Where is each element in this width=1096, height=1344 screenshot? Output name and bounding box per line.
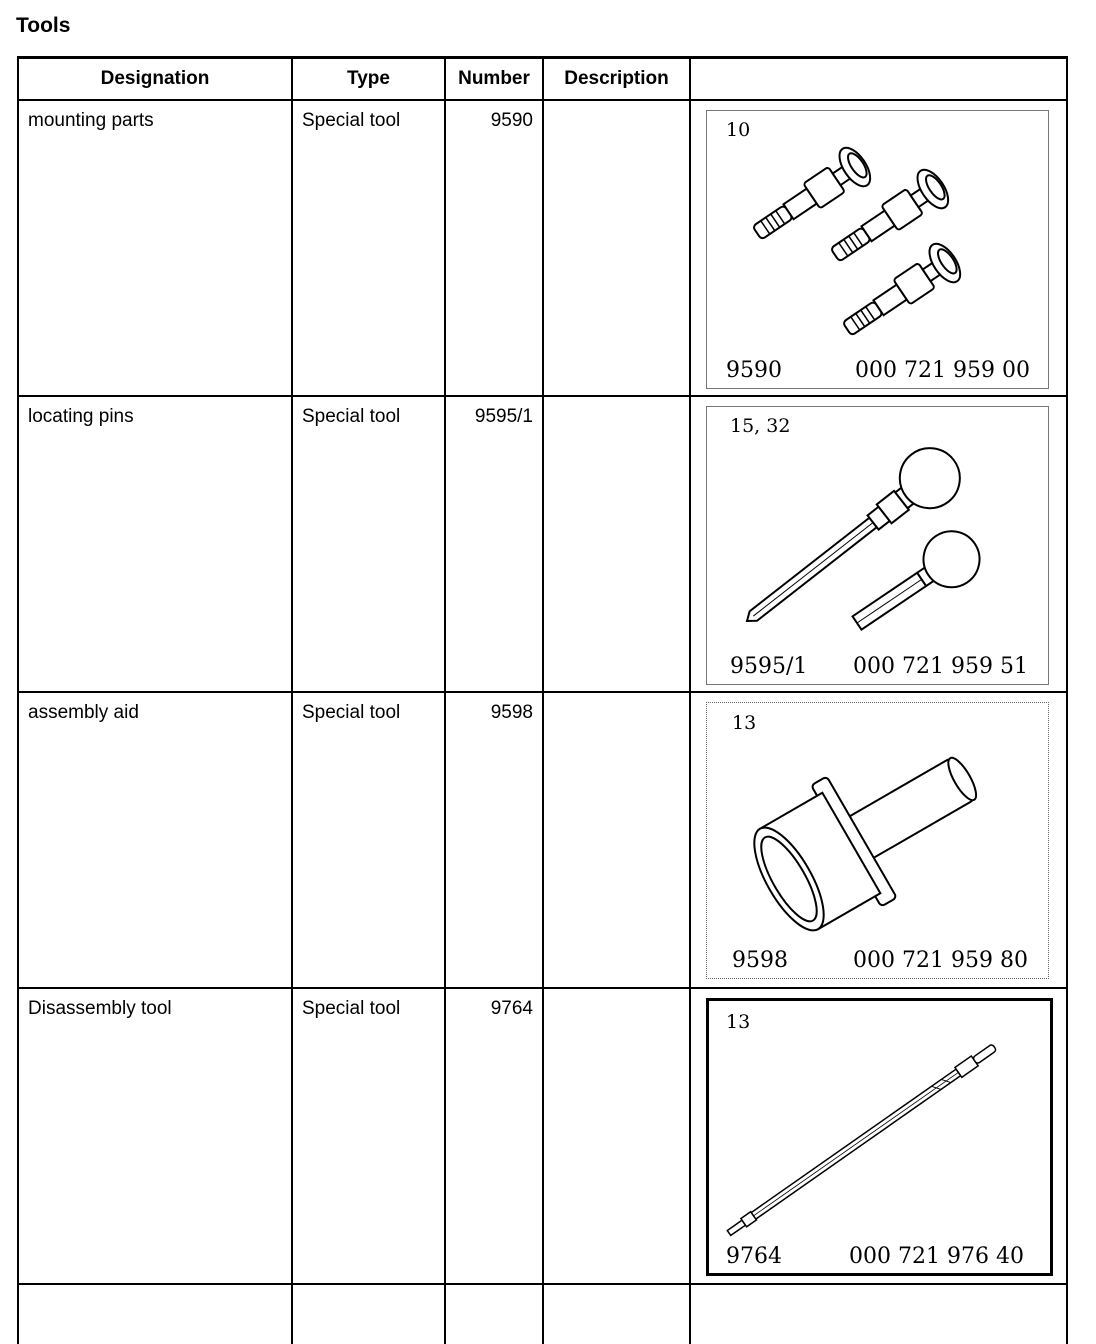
illustration-cell [690, 396, 1067, 692]
number-cell: 9764 [445, 988, 543, 1284]
column-header-designation: Designation [18, 58, 292, 101]
description-cell [543, 100, 690, 396]
illustration-callout: 10 [726, 119, 751, 141]
locating-pins-icon [707, 407, 1048, 684]
number-cell: 9595/1 [445, 396, 543, 692]
mounting-parts-drawing [745, 143, 967, 348]
designation-cell: Disassembly tool [18, 988, 292, 1284]
description-cell [543, 396, 690, 692]
illustration-part-number: 000 721 959 51 [853, 654, 1028, 679]
column-header-number: Number [445, 58, 543, 101]
designation-cell: assembly aid [18, 692, 292, 988]
description-cell [543, 988, 690, 1284]
disassembly-tool-icon [709, 1001, 1050, 1273]
mounting-parts-icon [707, 111, 1048, 388]
type-cell: Special tool [292, 692, 445, 988]
assembly-aid-icon [707, 703, 1048, 978]
page-title: Tools [16, 14, 71, 37]
designation-cell [18, 1284, 292, 1344]
table-row [18, 692, 1067, 988]
illustration-cell [690, 692, 1067, 988]
number-cell: 9598 [445, 692, 543, 988]
designation-cell: locating pins [18, 396, 292, 692]
type-cell: Special tool [292, 988, 445, 1284]
illustration-tool-number: 9764 [726, 1244, 782, 1269]
tool-illustration [706, 702, 1049, 979]
illustration-tool-number: 9590 [726, 358, 782, 383]
disassembly-tool-drawing [726, 1042, 998, 1238]
column-header-description: Description [543, 58, 690, 101]
column-header-illustration [690, 58, 1067, 101]
table-row [18, 988, 1067, 1284]
tool-illustration [706, 110, 1049, 389]
table-row [18, 396, 1067, 692]
type-cell: Special tool [292, 396, 445, 692]
illustration-cell [690, 988, 1067, 1284]
tool-illustration [706, 406, 1049, 685]
tool-illustration [706, 998, 1053, 1276]
table-row [18, 100, 1067, 396]
designation-cell: mounting parts [18, 100, 292, 396]
table-row [18, 1284, 1067, 1344]
illustration-part-number: 000 721 976 40 [849, 1244, 1024, 1269]
illustration-part-number: 000 721 959 00 [855, 358, 1030, 383]
description-cell [543, 692, 690, 988]
illustration-callout: 13 [726, 1011, 751, 1033]
number-cell [445, 1284, 543, 1344]
table-header [18, 58, 1067, 101]
locating-pins-drawing [729, 436, 991, 646]
number-cell: 9590 [445, 100, 543, 396]
description-cell [543, 1284, 690, 1344]
illustration-tool-number: 9598 [732, 948, 788, 973]
illustration-callout: 15, 32 [730, 415, 791, 437]
tools-table [17, 56, 1068, 1344]
illustration-callout: 13 [732, 712, 757, 734]
type-cell: Special tool [292, 100, 445, 396]
illustration-cell [690, 100, 1067, 396]
type-cell [292, 1284, 445, 1344]
illustration-cell [690, 1284, 1067, 1344]
column-header-type: Type [292, 58, 445, 101]
assembly-aid-drawing [735, 714, 1004, 950]
illustration-part-number: 000 721 959 80 [853, 948, 1028, 973]
illustration-tool-number: 9595/1 [730, 654, 808, 679]
